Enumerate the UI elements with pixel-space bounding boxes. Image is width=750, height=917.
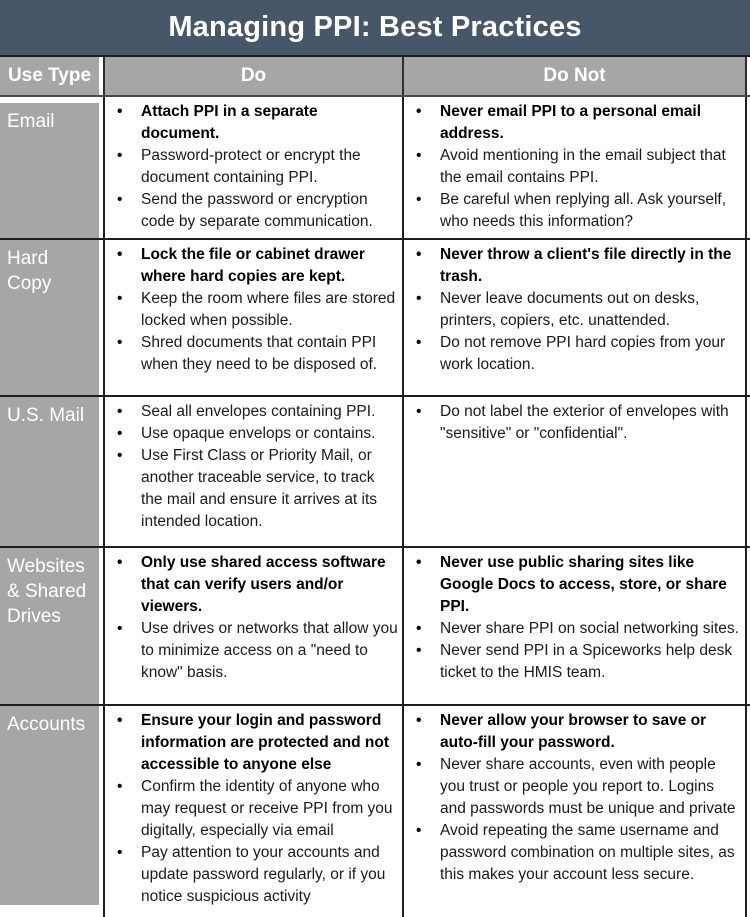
bullet-text: Do not remove PPI hard copies from your work location. [440,334,726,373]
bullet-item [404,552,741,618]
bullet-text: Never use public sharing sites like Google Docs to access, store, or share PPI. [440,554,727,615]
bullet-icon: • [416,290,422,307]
bullet-text: Pay attention to your accounts and update password regularly, or if you notice suspicious activity [141,844,386,905]
bullet-text: Ensure your login and password information are protected and not accessible to anyone else [141,712,390,773]
bullet-text: Never send PPI in a Spiceworks help desk ticket to the HMIS team. [440,642,733,681]
bullet-text: Attach PPI in a separate document. [141,103,318,142]
use-type-label: Websites & Shared Drives [7,556,87,627]
bullet-icon: • [416,822,422,839]
header-do: Do [103,57,404,95]
bullet-icon: • [117,425,123,442]
bullet-text: Send the password or encryption code by separate communication. [141,191,373,230]
bullet-icon: • [416,403,422,420]
bullet-item [105,101,398,145]
bullet-item [105,288,398,332]
bullet-item [404,754,741,820]
bullet-text: Never allow your browser to save or auto-fill your password. [440,712,707,751]
bullet-item [404,332,741,376]
use-type-label: Accounts [7,714,86,735]
bullet-icon: • [117,191,123,208]
bullet-item [105,445,398,533]
bullet-text: Avoid mentioning in the email subject that the email contains PPI. [440,147,726,186]
bullet-item [105,842,398,908]
bullet-icon: • [117,334,123,351]
bullet-icon: • [117,554,123,571]
bullet-icon: • [117,403,123,420]
bullet-item [404,618,741,640]
bullet-icon: • [416,334,422,351]
bullet-icon: • [416,147,422,164]
bullet-text: Never leave documents out on desks, printers, copiers, etc. unattended. [440,290,700,329]
table-row [0,97,750,240]
use-type-cell [0,240,99,395]
bullet-text: Confirm the identity of anyone who may request or receive PPI from you digitally, especially via email [141,778,393,839]
bullet-item [105,776,398,842]
use-type-cell [0,548,99,704]
bullet-icon: • [117,246,123,263]
bullet-icon: • [416,554,422,571]
bullet-item [404,401,741,445]
bullet-icon: • [416,712,422,729]
bullet-text: Never share accounts, even with people you trust or people you report to. Logins and passwords must be unique and private [440,756,736,817]
bullet-icon: • [117,147,123,164]
title-bar [0,0,750,57]
bullet-text: Only use shared access software that can verify users and/or viewers. [141,554,386,615]
bullet-item [404,101,741,145]
page-title: Managing PPI: Best Practices [168,11,582,43]
do-not-cell [404,97,747,238]
use-type-label: Email [7,111,55,132]
bullet-icon: • [117,447,123,464]
bullet-icon: • [416,620,422,637]
bullet-text: Use opaque envelops or contains. [141,425,376,442]
table-header-row [0,57,750,97]
bullet-text: Password-protect or encrypt the document containing PPI. [141,147,361,186]
bullet-item [105,423,398,445]
bullet-item [404,640,741,684]
table-row [0,240,750,397]
bullet-icon: • [117,778,123,795]
bullet-text: Be careful when replying all. Ask yourself, who needs this information? [440,191,727,230]
bullet-icon: • [416,642,422,659]
bullet-icon: • [416,191,422,208]
header-use-type: Use Type [0,57,99,95]
do-cell [103,240,404,395]
do-not-cell [404,397,747,546]
do-cell [103,548,404,704]
bullet-icon: • [416,756,422,773]
use-type-label: U.S. Mail [7,405,85,426]
bullet-item [105,189,398,233]
table-row [0,397,750,548]
bullet-icon: • [416,246,422,263]
bullet-icon: • [117,844,123,861]
use-type-cell [0,397,99,546]
bullet-item [404,244,741,288]
bullet-item [404,189,741,233]
bullet-item [105,145,398,189]
bullet-item [105,710,398,776]
table-body [0,97,750,917]
bullet-text: Avoid repeating the same username and password combination on multiple sites, as this makes your account less secure. [440,822,735,883]
do-not-cell [404,706,747,917]
bullet-item [105,552,398,618]
bullet-text: Use drives or networks that allow you to minimize access on a "need to know" basis. [141,620,398,681]
bullet-text: Lock the file or cabinet drawer where hard copies are kept. [141,246,365,285]
bullet-item [404,820,741,886]
bullet-icon: • [117,290,123,307]
do-not-cell [404,548,747,704]
bullet-item [105,244,398,288]
table-row [0,706,750,917]
bullet-item [105,618,398,684]
use-type-cell [0,103,99,238]
do-cell [103,397,404,546]
bullet-icon: • [416,103,422,120]
bullet-icon: • [117,712,123,729]
bullet-text: Never share PPI on social networking sites. [440,620,739,637]
bullet-text: Never throw a client's file directly in the trash. [440,246,732,285]
bullet-text: Keep the room where files are stored locked when possible. [141,290,396,329]
bullet-text: Use First Class or Priority Mail, or another traceable service, to track the mail and ensure it arrives at its intended location. [141,447,378,530]
bullet-text: Shred documents that contain PPI when they need to be disposed of. [141,334,378,373]
use-type-label: Hard Copy [7,248,52,294]
bullet-item [105,401,398,423]
bullet-item [105,332,398,376]
bullet-text: Never email PPI to a personal email address. [440,103,702,142]
bullet-item [404,288,741,332]
bullet-icon: • [117,103,123,120]
use-type-cell [0,706,99,905]
do-not-cell [404,240,747,395]
do-cell [103,97,404,238]
bullet-item [404,145,741,189]
bullet-item [404,710,741,754]
table-row [0,548,750,706]
bullet-text: Do not label the exterior of envelopes with "sensitive" or "confidential". [440,403,729,442]
header-do-not: Do Not [404,57,747,95]
bullet-text: Seal all envelopes containing PPI. [141,403,376,420]
do-cell [103,706,404,917]
bullet-icon: • [117,620,123,637]
